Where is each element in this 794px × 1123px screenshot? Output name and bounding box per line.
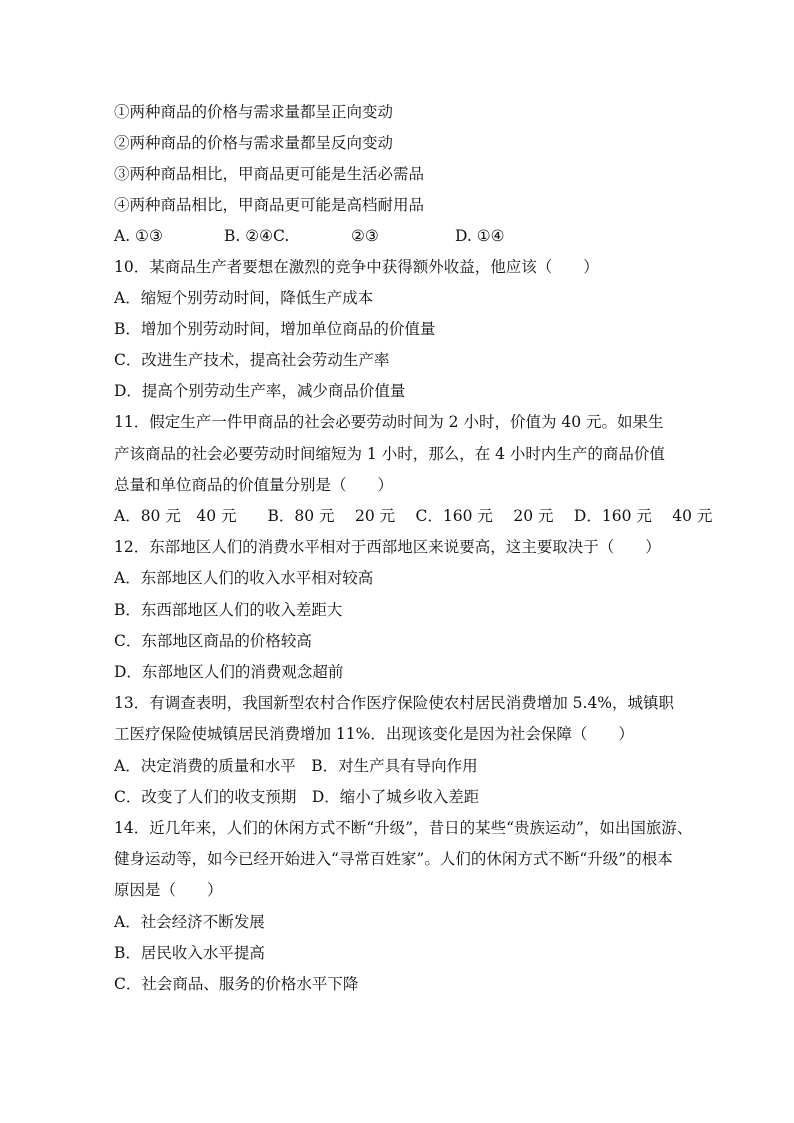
q13-stem-line-2: 工医疗保险使城镇居民消费增加 11%．出现该变化是因为社会保障（ ）	[114, 725, 634, 743]
q9-statement-4: ④两种商品相比，甲商品更可能是高档耐用品	[114, 196, 425, 214]
q9-option-d: D. ①④	[455, 227, 505, 245]
q12-option-c: C．东部地区商品的价格较高	[114, 632, 312, 650]
q9-statement-1: ①两种商品的价格与需求量都呈正向变动	[114, 103, 394, 121]
q11-stem-line-1: 11．假定生产一件甲商品的社会必要劳动时间为 2 小时，价值为 40 元。如果生	[114, 413, 664, 431]
q14-option-a: A．社会经济不断发展	[114, 913, 265, 931]
q10-stem: 10．某商品生产者要想在激烈的竞争中获得额外收益，他应该（ ）	[114, 258, 599, 276]
q13-options-line-2: C．改变了人们的收支预期 D．缩小了城乡收入差距	[114, 788, 480, 806]
q11-options: A．80 元 40 元 B．80 元 20 元 C．160 元 20 元 D．160 元 40 元	[114, 507, 713, 525]
q10-option-a: A．缩短个别劳动时间，降低生产成本	[114, 289, 374, 307]
q9-option-c: ②③	[351, 227, 379, 245]
q10-option-c: C．改进生产技术，提高社会劳动生产率	[114, 351, 390, 369]
q9-options	[114, 226, 505, 246]
q10-option-d: D．提高个别劳动生产率，减少商品价值量	[114, 382, 406, 400]
q11-stem-line-3: 总量和单位商品的价值量分别是（ ）	[114, 476, 394, 494]
q12-option-a: A．东部地区人们的收入水平相对较高	[114, 569, 374, 587]
q14-stem-line-2: 健身运动等，如今已经开始进入“寻常百姓家”。人们的休闲方式不断“升级”的根本	[114, 850, 673, 868]
q14-stem-line-3: 原因是（ ）	[114, 881, 223, 899]
q14-stem-line-1: 14．近几年来，人们的休闲方式不断“升级”，昔日的某些“贵族运动”，如出国旅游、	[114, 819, 693, 837]
q10-option-b: B．增加个别劳动时间，增加单位商品的价值量	[114, 320, 436, 338]
q9-option-a: A. ①③	[114, 227, 163, 245]
q13-options-line-1: A．决定消费的质量和水平 B．对生产具有导向作用	[114, 757, 478, 775]
q14-option-b: B．居民收入水平提高	[114, 944, 265, 962]
q14-option-c: C．社会商品、服务的价格水平下降	[114, 975, 359, 993]
q12-option-b: B．东西部地区人们的收入差距大	[114, 601, 343, 619]
q13-stem-line-1: 13．有调查表明，我国新型农村合作医疗保险使农村居民消费增加 5.4%，城镇职	[114, 694, 675, 712]
q12-option-d: D．东部地区人们的消费观念超前	[114, 663, 344, 681]
q11-stem-line-2: 产该商品的社会必要劳动时间缩短为 1 小时，那么，在 4 小时内生产的商品价值	[114, 445, 665, 463]
q9-option-b: B. ②④C.	[224, 227, 290, 245]
q12-stem: 12．东部地区人们的消费水平相对于西部地区来说要高，这主要取决于（ ）	[114, 538, 661, 556]
q9-statement-2: ②两种商品的价格与需求量都呈反向变动	[114, 134, 394, 152]
q9-statement-3: ③两种商品相比，甲商品更可能是生活必需品	[114, 165, 425, 183]
